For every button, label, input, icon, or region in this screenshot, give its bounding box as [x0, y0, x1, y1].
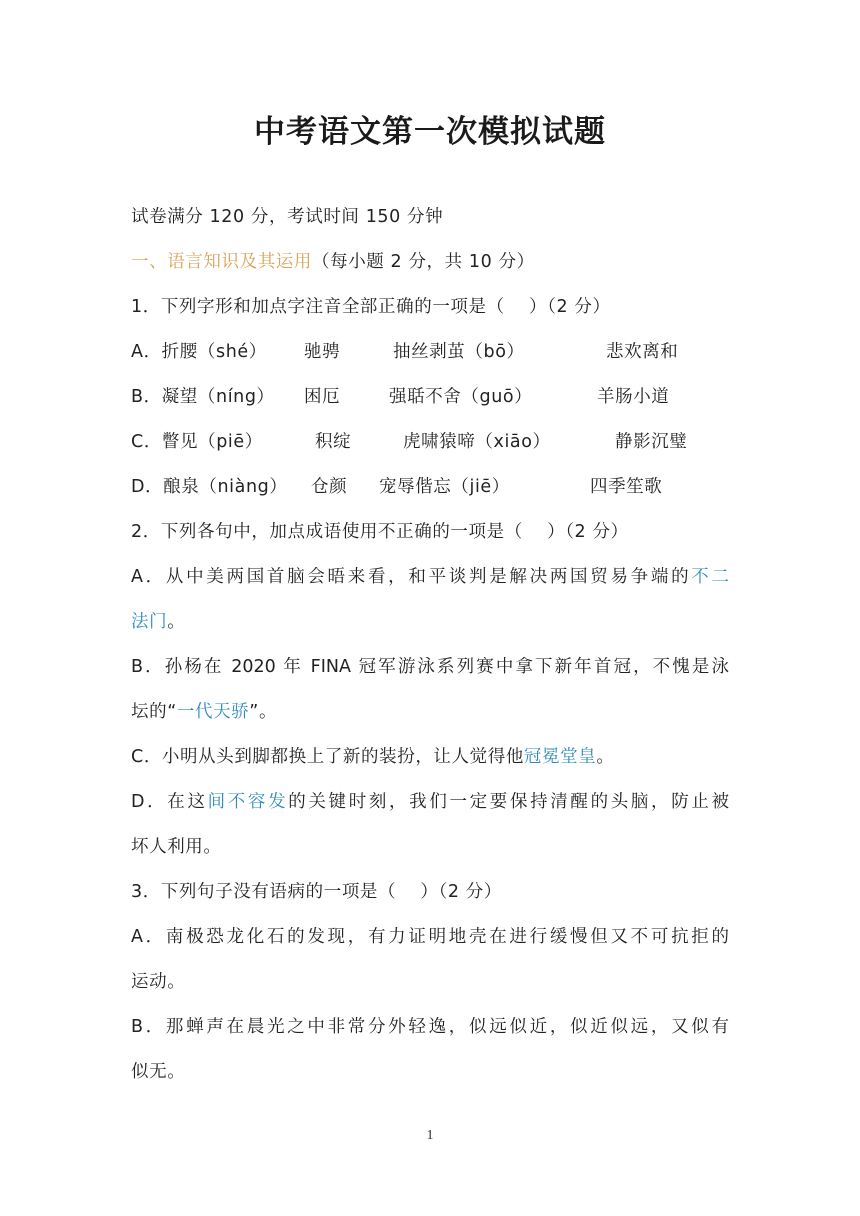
option-text: A．从中美两国首脑会晤来看，和平谈判是解决两国贸易争端的 [131, 567, 692, 587]
question-2-option-c [131, 745, 614, 769]
question-1-stem: 1．下列字形和加点字注音全部正确的一项是（ ）（2 分） [131, 297, 611, 317]
option-part: A．折腰（shé） [131, 342, 267, 362]
question-3-option-a-cont: 运动。 [131, 972, 186, 992]
option-part: 抽丝剥茧（bō） [393, 342, 525, 362]
exam-info: 试卷满分 120 分，考试时间 150 分钟 [131, 207, 444, 227]
section-title: 一、语言知识及其运用 [131, 252, 312, 272]
question-3-option-a: A．南极恐龙化石的发现，有力证明地壳在进行缓慢但又不可抗拒的 [131, 927, 729, 947]
option-text: 的关键时刻，我们一定要保持清醒的头脑，防止被 [288, 792, 730, 812]
idiom-highlight: 间不容发 [207, 792, 289, 812]
option-part: B．凝望（níng） [131, 387, 275, 407]
question-2-option-b: B．孙杨在 2020 年 FINA 冠军游泳系列赛中拿下新年首冠，不愧是泳 [131, 657, 729, 677]
option-part: 驰骋 [304, 342, 341, 362]
option-text: C．小明从头到脚都换上了新的装扮，让人觉得他 [131, 747, 524, 767]
option-part: 羊肠小道 [597, 387, 670, 407]
question-2-stem: 2．下列各句中，加点成语使用不正确的一项是（ ）（2 分） [131, 522, 629, 542]
question-3-stem: 3．下列句子没有语病的一项是（ ）（2 分） [131, 882, 502, 902]
section-note: （每小题 2 分，共 10 分） [312, 252, 535, 272]
question-2-option-a [131, 565, 729, 589]
option-part: 积绽 [315, 432, 352, 452]
page-number: 1 [426, 1128, 434, 1143]
option-part: 困厄 [304, 387, 341, 407]
option-text: 。 [167, 612, 186, 632]
option-part: 静影沉璧 [615, 432, 688, 452]
option-part: 仓颜 [311, 477, 348, 497]
option-part: 宠辱偕忘（jiē） [379, 477, 510, 497]
option-part: C．瞥见（piē） [131, 432, 263, 452]
question-2-option-a-cont [131, 610, 185, 634]
question-2-option-d-cont: 坏人利用。 [131, 837, 222, 857]
option-part: 四季笙歌 [590, 477, 663, 497]
question-3-option-b: B．那蝉声在晨光之中非常分外轻逸，似远似近，似近似远，又似有 [131, 1017, 729, 1037]
option-text: 。 [596, 747, 615, 767]
idiom-highlight: 冠冕堂皇 [523, 747, 597, 767]
option-text: D．在这 [131, 792, 208, 812]
question-2-option-b-cont [131, 700, 277, 724]
section-heading [131, 250, 535, 274]
document-title: 中考语文第一次模拟试题 [254, 114, 606, 150]
option-part: D．酿泉（niàng） [131, 477, 288, 497]
idiom-highlight: 一代天骄 [176, 702, 250, 722]
question-3-option-b-cont: 似无。 [131, 1062, 186, 1082]
idiom-highlight: 法门 [131, 612, 168, 632]
option-part: 强聒不舍（guō） [389, 387, 533, 407]
option-text: 坛的“ [131, 702, 177, 722]
question-2-option-d [131, 790, 729, 814]
option-text: ”。 [249, 702, 278, 722]
option-part: 虎啸猿啼（xiāo） [403, 432, 551, 452]
option-part: 悲欢离和 [606, 342, 679, 362]
idiom-highlight: 不二 [691, 567, 729, 587]
